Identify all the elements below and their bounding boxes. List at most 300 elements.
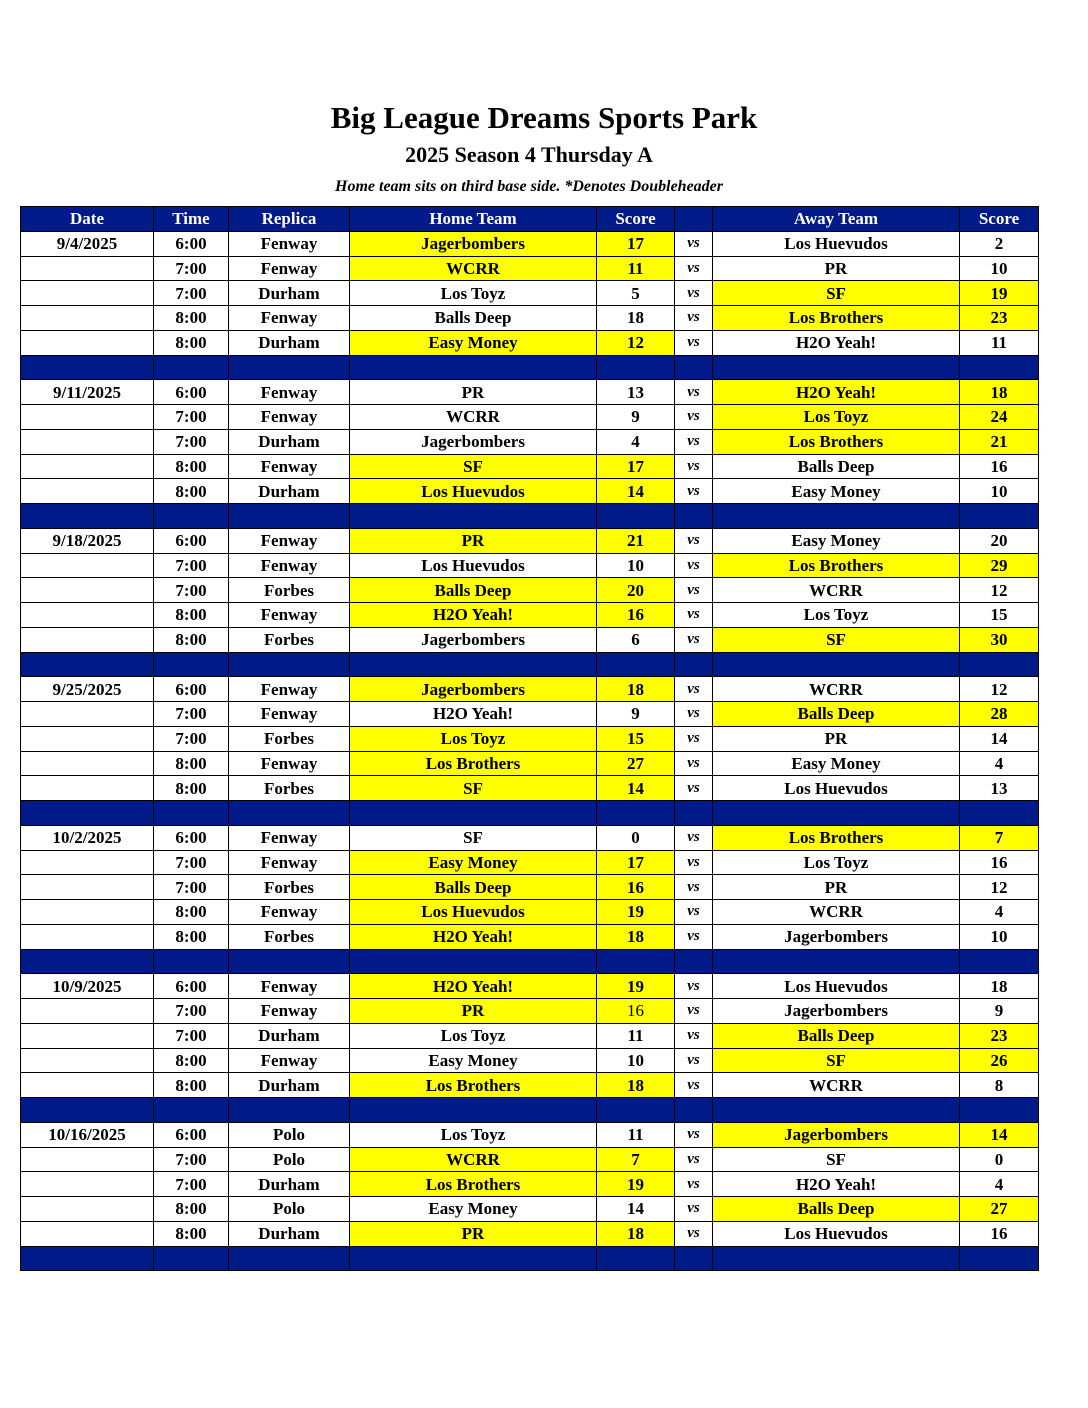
separator-cell xyxy=(675,801,713,826)
home-score: 17 xyxy=(597,454,675,479)
away-score: 10 xyxy=(960,256,1039,281)
separator-cell xyxy=(597,801,675,826)
away-score: 18 xyxy=(960,380,1039,405)
home-team: H2O Yeah! xyxy=(350,924,597,949)
separator-cell xyxy=(713,1098,960,1123)
game-row xyxy=(21,256,1039,281)
vs-label: vs xyxy=(675,454,713,479)
game-time: 8:00 xyxy=(154,454,229,479)
vs-label: vs xyxy=(675,306,713,331)
away-score: 12 xyxy=(960,578,1039,603)
home-team: PR xyxy=(350,999,597,1024)
away-score: 4 xyxy=(960,900,1039,925)
vs-label: vs xyxy=(675,578,713,603)
away-team: Balls Deep xyxy=(713,1023,960,1048)
game-date xyxy=(21,1048,154,1073)
away-score: 21 xyxy=(960,429,1039,454)
away-team: H2O Yeah! xyxy=(713,1172,960,1197)
away-team: Los Huevudos xyxy=(713,1221,960,1246)
vs-label: vs xyxy=(675,627,713,652)
away-score: 20 xyxy=(960,528,1039,553)
vs-label: vs xyxy=(675,528,713,553)
away-score: 28 xyxy=(960,702,1039,727)
game-field: Forbes xyxy=(229,578,350,603)
away-score: 29 xyxy=(960,553,1039,578)
home-score: 11 xyxy=(597,1023,675,1048)
home-team: Jagerbombers xyxy=(350,627,597,652)
home-team: Los Toyz xyxy=(350,1122,597,1147)
game-field: Fenway xyxy=(229,677,350,702)
schedule-table xyxy=(20,206,1039,1271)
separator-cell xyxy=(597,355,675,380)
away-team: Los Brothers xyxy=(713,825,960,850)
away-team: Balls Deep xyxy=(713,454,960,479)
game-field: Fenway xyxy=(229,306,350,331)
separator-cell xyxy=(713,949,960,974)
separator-cell xyxy=(960,1246,1039,1271)
away-team: Los Toyz xyxy=(713,405,960,430)
vs-label: vs xyxy=(675,256,713,281)
game-row xyxy=(21,1147,1039,1172)
home-team: Jagerbombers xyxy=(350,677,597,702)
separator-cell xyxy=(675,504,713,529)
home-team: Jagerbombers xyxy=(350,231,597,256)
separator-cell xyxy=(713,801,960,826)
away-score: 16 xyxy=(960,454,1039,479)
game-row xyxy=(21,1048,1039,1073)
away-score: 27 xyxy=(960,1197,1039,1222)
away-team: H2O Yeah! xyxy=(713,330,960,355)
home-score: 4 xyxy=(597,429,675,454)
home-score: 16 xyxy=(597,603,675,628)
game-field: Polo xyxy=(229,1147,350,1172)
separator-cell xyxy=(960,652,1039,677)
home-score: 16 xyxy=(597,875,675,900)
away-team: Los Huevudos xyxy=(713,776,960,801)
game-field: Forbes xyxy=(229,627,350,652)
game-time: 7:00 xyxy=(154,553,229,578)
game-time: 7:00 xyxy=(154,429,229,454)
separator-cell xyxy=(350,801,597,826)
separator-cell xyxy=(229,801,350,826)
away-team: Los Huevudos xyxy=(713,974,960,999)
separator-cell xyxy=(21,949,154,974)
game-field: Durham xyxy=(229,429,350,454)
away-team: Los Huevudos xyxy=(713,231,960,256)
home-team: H2O Yeah! xyxy=(350,974,597,999)
game-row xyxy=(21,825,1039,850)
separator-cell xyxy=(675,355,713,380)
home-score: 14 xyxy=(597,776,675,801)
game-time: 7:00 xyxy=(154,726,229,751)
vs-label: vs xyxy=(675,429,713,454)
home-score: 9 xyxy=(597,405,675,430)
home-team: Los Huevudos xyxy=(350,553,597,578)
away-team: WCRR xyxy=(713,900,960,925)
away-team: PR xyxy=(713,256,960,281)
vs-label: vs xyxy=(675,1122,713,1147)
separator-cell xyxy=(597,1098,675,1123)
game-row xyxy=(21,479,1039,504)
game-field: Durham xyxy=(229,1172,350,1197)
away-score: 9 xyxy=(960,999,1039,1024)
game-row xyxy=(21,1122,1039,1147)
game-date: 9/18/2025 xyxy=(21,528,154,553)
separator-cell xyxy=(713,355,960,380)
game-date xyxy=(21,1197,154,1222)
home-team: H2O Yeah! xyxy=(350,603,597,628)
game-field: Forbes xyxy=(229,875,350,900)
away-score: 26 xyxy=(960,1048,1039,1073)
away-score: 13 xyxy=(960,776,1039,801)
game-row xyxy=(21,330,1039,355)
home-team: Balls Deep xyxy=(350,875,597,900)
separator-cell xyxy=(154,1098,229,1123)
game-time: 8:00 xyxy=(154,306,229,331)
home-team: Easy Money xyxy=(350,1048,597,1073)
home-score: 19 xyxy=(597,900,675,925)
game-field: Fenway xyxy=(229,380,350,405)
vs-label: vs xyxy=(675,850,713,875)
game-time: 8:00 xyxy=(154,603,229,628)
away-score: 12 xyxy=(960,875,1039,900)
game-date xyxy=(21,405,154,430)
vs-label: vs xyxy=(675,999,713,1024)
game-field: Fenway xyxy=(229,850,350,875)
separator-cell xyxy=(597,652,675,677)
separator-cell xyxy=(597,949,675,974)
separator-cell xyxy=(713,504,960,529)
game-field: Fenway xyxy=(229,999,350,1024)
home-score: 9 xyxy=(597,702,675,727)
vs-label: vs xyxy=(675,776,713,801)
game-field: Fenway xyxy=(229,528,350,553)
separator-cell xyxy=(229,1246,350,1271)
game-date xyxy=(21,627,154,652)
game-date: 10/2/2025 xyxy=(21,825,154,850)
home-team: Balls Deep xyxy=(350,306,597,331)
game-field: Fenway xyxy=(229,405,350,430)
game-date: 10/9/2025 xyxy=(21,974,154,999)
home-team: Easy Money xyxy=(350,1197,597,1222)
vs-label: vs xyxy=(675,1172,713,1197)
game-date xyxy=(21,1073,154,1098)
game-time: 7:00 xyxy=(154,281,229,306)
separator-cell xyxy=(350,1246,597,1271)
game-field: Durham xyxy=(229,281,350,306)
away-score: 14 xyxy=(960,1122,1039,1147)
away-score: 19 xyxy=(960,281,1039,306)
vs-label: vs xyxy=(675,281,713,306)
game-time: 6:00 xyxy=(154,825,229,850)
game-row xyxy=(21,999,1039,1024)
game-row xyxy=(21,380,1039,405)
away-score: 4 xyxy=(960,751,1039,776)
home-team: Los Toyz xyxy=(350,1023,597,1048)
game-field: Fenway xyxy=(229,231,350,256)
game-date xyxy=(21,578,154,603)
vs-label: vs xyxy=(675,751,713,776)
week-separator-row xyxy=(21,1246,1039,1271)
home-team: Los Brothers xyxy=(350,1073,597,1098)
game-time: 6:00 xyxy=(154,231,229,256)
header-row xyxy=(21,207,1039,232)
game-time: 8:00 xyxy=(154,330,229,355)
separator-cell xyxy=(350,504,597,529)
home-team: WCRR xyxy=(350,256,597,281)
game-time: 8:00 xyxy=(154,776,229,801)
away-score: 10 xyxy=(960,924,1039,949)
separator-cell xyxy=(713,652,960,677)
vs-label: vs xyxy=(675,231,713,256)
game-row xyxy=(21,281,1039,306)
home-score: 19 xyxy=(597,1172,675,1197)
col-home-score-header: Score xyxy=(597,207,675,232)
vs-label: vs xyxy=(675,1221,713,1246)
game-row xyxy=(21,306,1039,331)
vs-label: vs xyxy=(675,900,713,925)
home-score: 18 xyxy=(597,924,675,949)
game-field: Fenway xyxy=(229,553,350,578)
game-time: 8:00 xyxy=(154,1048,229,1073)
separator-cell xyxy=(21,801,154,826)
home-team: Los Toyz xyxy=(350,281,597,306)
home-score: 18 xyxy=(597,677,675,702)
home-team: PR xyxy=(350,380,597,405)
home-team: SF xyxy=(350,825,597,850)
home-team: Los Toyz xyxy=(350,726,597,751)
game-date xyxy=(21,1221,154,1246)
game-date xyxy=(21,281,154,306)
home-score: 14 xyxy=(597,479,675,504)
game-field: Polo xyxy=(229,1197,350,1222)
home-team: H2O Yeah! xyxy=(350,702,597,727)
game-row xyxy=(21,875,1039,900)
away-score: 18 xyxy=(960,974,1039,999)
home-score: 0 xyxy=(597,825,675,850)
game-field: Durham xyxy=(229,1221,350,1246)
game-date xyxy=(21,454,154,479)
game-date xyxy=(21,1023,154,1048)
game-date xyxy=(21,900,154,925)
home-team: Los Brothers xyxy=(350,1172,597,1197)
col-away-team-header: Away Team xyxy=(713,207,960,232)
game-date xyxy=(21,603,154,628)
game-field: Fenway xyxy=(229,1048,350,1073)
away-team: PR xyxy=(713,875,960,900)
game-row xyxy=(21,702,1039,727)
away-score: 11 xyxy=(960,330,1039,355)
col-replica-header: Replica xyxy=(229,207,350,232)
vs-label: vs xyxy=(675,875,713,900)
away-score: 24 xyxy=(960,405,1039,430)
home-team: Los Brothers xyxy=(350,751,597,776)
separator-cell xyxy=(960,1098,1039,1123)
game-date: 9/25/2025 xyxy=(21,677,154,702)
home-team: Los Huevudos xyxy=(350,479,597,504)
home-team: Easy Money xyxy=(350,850,597,875)
home-team: WCRR xyxy=(350,1147,597,1172)
game-time: 7:00 xyxy=(154,256,229,281)
game-date xyxy=(21,1147,154,1172)
game-row xyxy=(21,1073,1039,1098)
game-date xyxy=(21,875,154,900)
away-score: 30 xyxy=(960,627,1039,652)
game-row xyxy=(21,924,1039,949)
home-team: Jagerbombers xyxy=(350,429,597,454)
home-score: 21 xyxy=(597,528,675,553)
game-row xyxy=(21,627,1039,652)
home-score: 19 xyxy=(597,974,675,999)
vs-label: vs xyxy=(675,702,713,727)
vs-label: vs xyxy=(675,479,713,504)
vs-label: vs xyxy=(675,677,713,702)
home-score: 18 xyxy=(597,1221,675,1246)
game-field: Fenway xyxy=(229,825,350,850)
game-time: 8:00 xyxy=(154,924,229,949)
vs-label: vs xyxy=(675,924,713,949)
game-time: 8:00 xyxy=(154,627,229,652)
game-date xyxy=(21,850,154,875)
game-date: 10/16/2025 xyxy=(21,1122,154,1147)
home-team: PR xyxy=(350,528,597,553)
separator-cell xyxy=(350,652,597,677)
separator-cell xyxy=(154,652,229,677)
game-date xyxy=(21,702,154,727)
separator-cell xyxy=(960,801,1039,826)
away-team: Jagerbombers xyxy=(713,999,960,1024)
separator-cell xyxy=(229,355,350,380)
away-score: 23 xyxy=(960,306,1039,331)
game-time: 8:00 xyxy=(154,900,229,925)
home-score: 11 xyxy=(597,1122,675,1147)
home-score: 18 xyxy=(597,306,675,331)
game-row xyxy=(21,776,1039,801)
away-score: 2 xyxy=(960,231,1039,256)
separator-cell xyxy=(21,355,154,380)
away-score: 16 xyxy=(960,1221,1039,1246)
week-separator-row xyxy=(21,949,1039,974)
separator-cell xyxy=(21,504,154,529)
away-score: 8 xyxy=(960,1073,1039,1098)
home-team: Los Huevudos xyxy=(350,900,597,925)
away-team: H2O Yeah! xyxy=(713,380,960,405)
game-time: 6:00 xyxy=(154,974,229,999)
game-row xyxy=(21,974,1039,999)
separator-cell xyxy=(229,1098,350,1123)
separator-cell xyxy=(154,949,229,974)
game-date xyxy=(21,726,154,751)
away-team: SF xyxy=(713,1048,960,1073)
away-team: WCRR xyxy=(713,1073,960,1098)
game-row xyxy=(21,1023,1039,1048)
separator-cell xyxy=(21,1246,154,1271)
separator-cell xyxy=(154,504,229,529)
week-separator-row xyxy=(21,652,1039,677)
game-date: 9/11/2025 xyxy=(21,380,154,405)
home-score: 10 xyxy=(597,553,675,578)
week-separator-row xyxy=(21,1098,1039,1123)
separator-cell xyxy=(350,1098,597,1123)
separator-cell xyxy=(154,1246,229,1271)
game-date xyxy=(21,256,154,281)
game-row xyxy=(21,429,1039,454)
away-team: Los Toyz xyxy=(713,603,960,628)
home-team: Easy Money xyxy=(350,330,597,355)
separator-cell xyxy=(713,1246,960,1271)
away-team: Jagerbombers xyxy=(713,1122,960,1147)
separator-cell xyxy=(229,652,350,677)
game-row xyxy=(21,850,1039,875)
home-score: 12 xyxy=(597,330,675,355)
game-field: Forbes xyxy=(229,924,350,949)
home-score: 15 xyxy=(597,726,675,751)
game-field: Fenway xyxy=(229,702,350,727)
separator-cell xyxy=(229,949,350,974)
page-title: Big League Dreams Sports Park xyxy=(330,100,758,135)
separator-cell xyxy=(229,504,350,529)
game-row xyxy=(21,677,1039,702)
game-time: 8:00 xyxy=(154,479,229,504)
game-row xyxy=(21,603,1039,628)
game-date xyxy=(21,553,154,578)
vs-label: vs xyxy=(675,974,713,999)
game-row xyxy=(21,553,1039,578)
separator-cell xyxy=(350,949,597,974)
separator-cell xyxy=(675,949,713,974)
game-date xyxy=(21,924,154,949)
game-time: 7:00 xyxy=(154,850,229,875)
separator-cell xyxy=(960,355,1039,380)
separator-cell xyxy=(960,949,1039,974)
game-time: 7:00 xyxy=(154,1023,229,1048)
away-team: SF xyxy=(713,627,960,652)
game-field: Forbes xyxy=(229,776,350,801)
away-team: WCRR xyxy=(713,677,960,702)
home-team: Balls Deep xyxy=(350,578,597,603)
game-date xyxy=(21,479,154,504)
home-score: 5 xyxy=(597,281,675,306)
game-row xyxy=(21,751,1039,776)
separator-cell xyxy=(675,1246,713,1271)
game-row xyxy=(21,405,1039,430)
separator-cell xyxy=(21,652,154,677)
separator-cell xyxy=(21,1098,154,1123)
away-score: 16 xyxy=(960,850,1039,875)
vs-label: vs xyxy=(675,330,713,355)
game-time: 7:00 xyxy=(154,875,229,900)
home-score: 13 xyxy=(597,380,675,405)
game-date xyxy=(21,999,154,1024)
separator-cell xyxy=(960,504,1039,529)
game-field: Fenway xyxy=(229,974,350,999)
game-date: 9/4/2025 xyxy=(21,231,154,256)
game-row xyxy=(21,578,1039,603)
schedule-body xyxy=(21,231,1039,1271)
separator-cell xyxy=(350,355,597,380)
game-time: 6:00 xyxy=(154,380,229,405)
away-team: Los Brothers xyxy=(713,306,960,331)
away-score: 12 xyxy=(960,677,1039,702)
vs-label: vs xyxy=(675,726,713,751)
vs-label: vs xyxy=(675,1147,713,1172)
game-field: Durham xyxy=(229,479,350,504)
game-row xyxy=(21,454,1039,479)
game-time: 6:00 xyxy=(154,677,229,702)
game-time: 7:00 xyxy=(154,578,229,603)
game-time: 7:00 xyxy=(154,999,229,1024)
home-score: 14 xyxy=(597,1197,675,1222)
